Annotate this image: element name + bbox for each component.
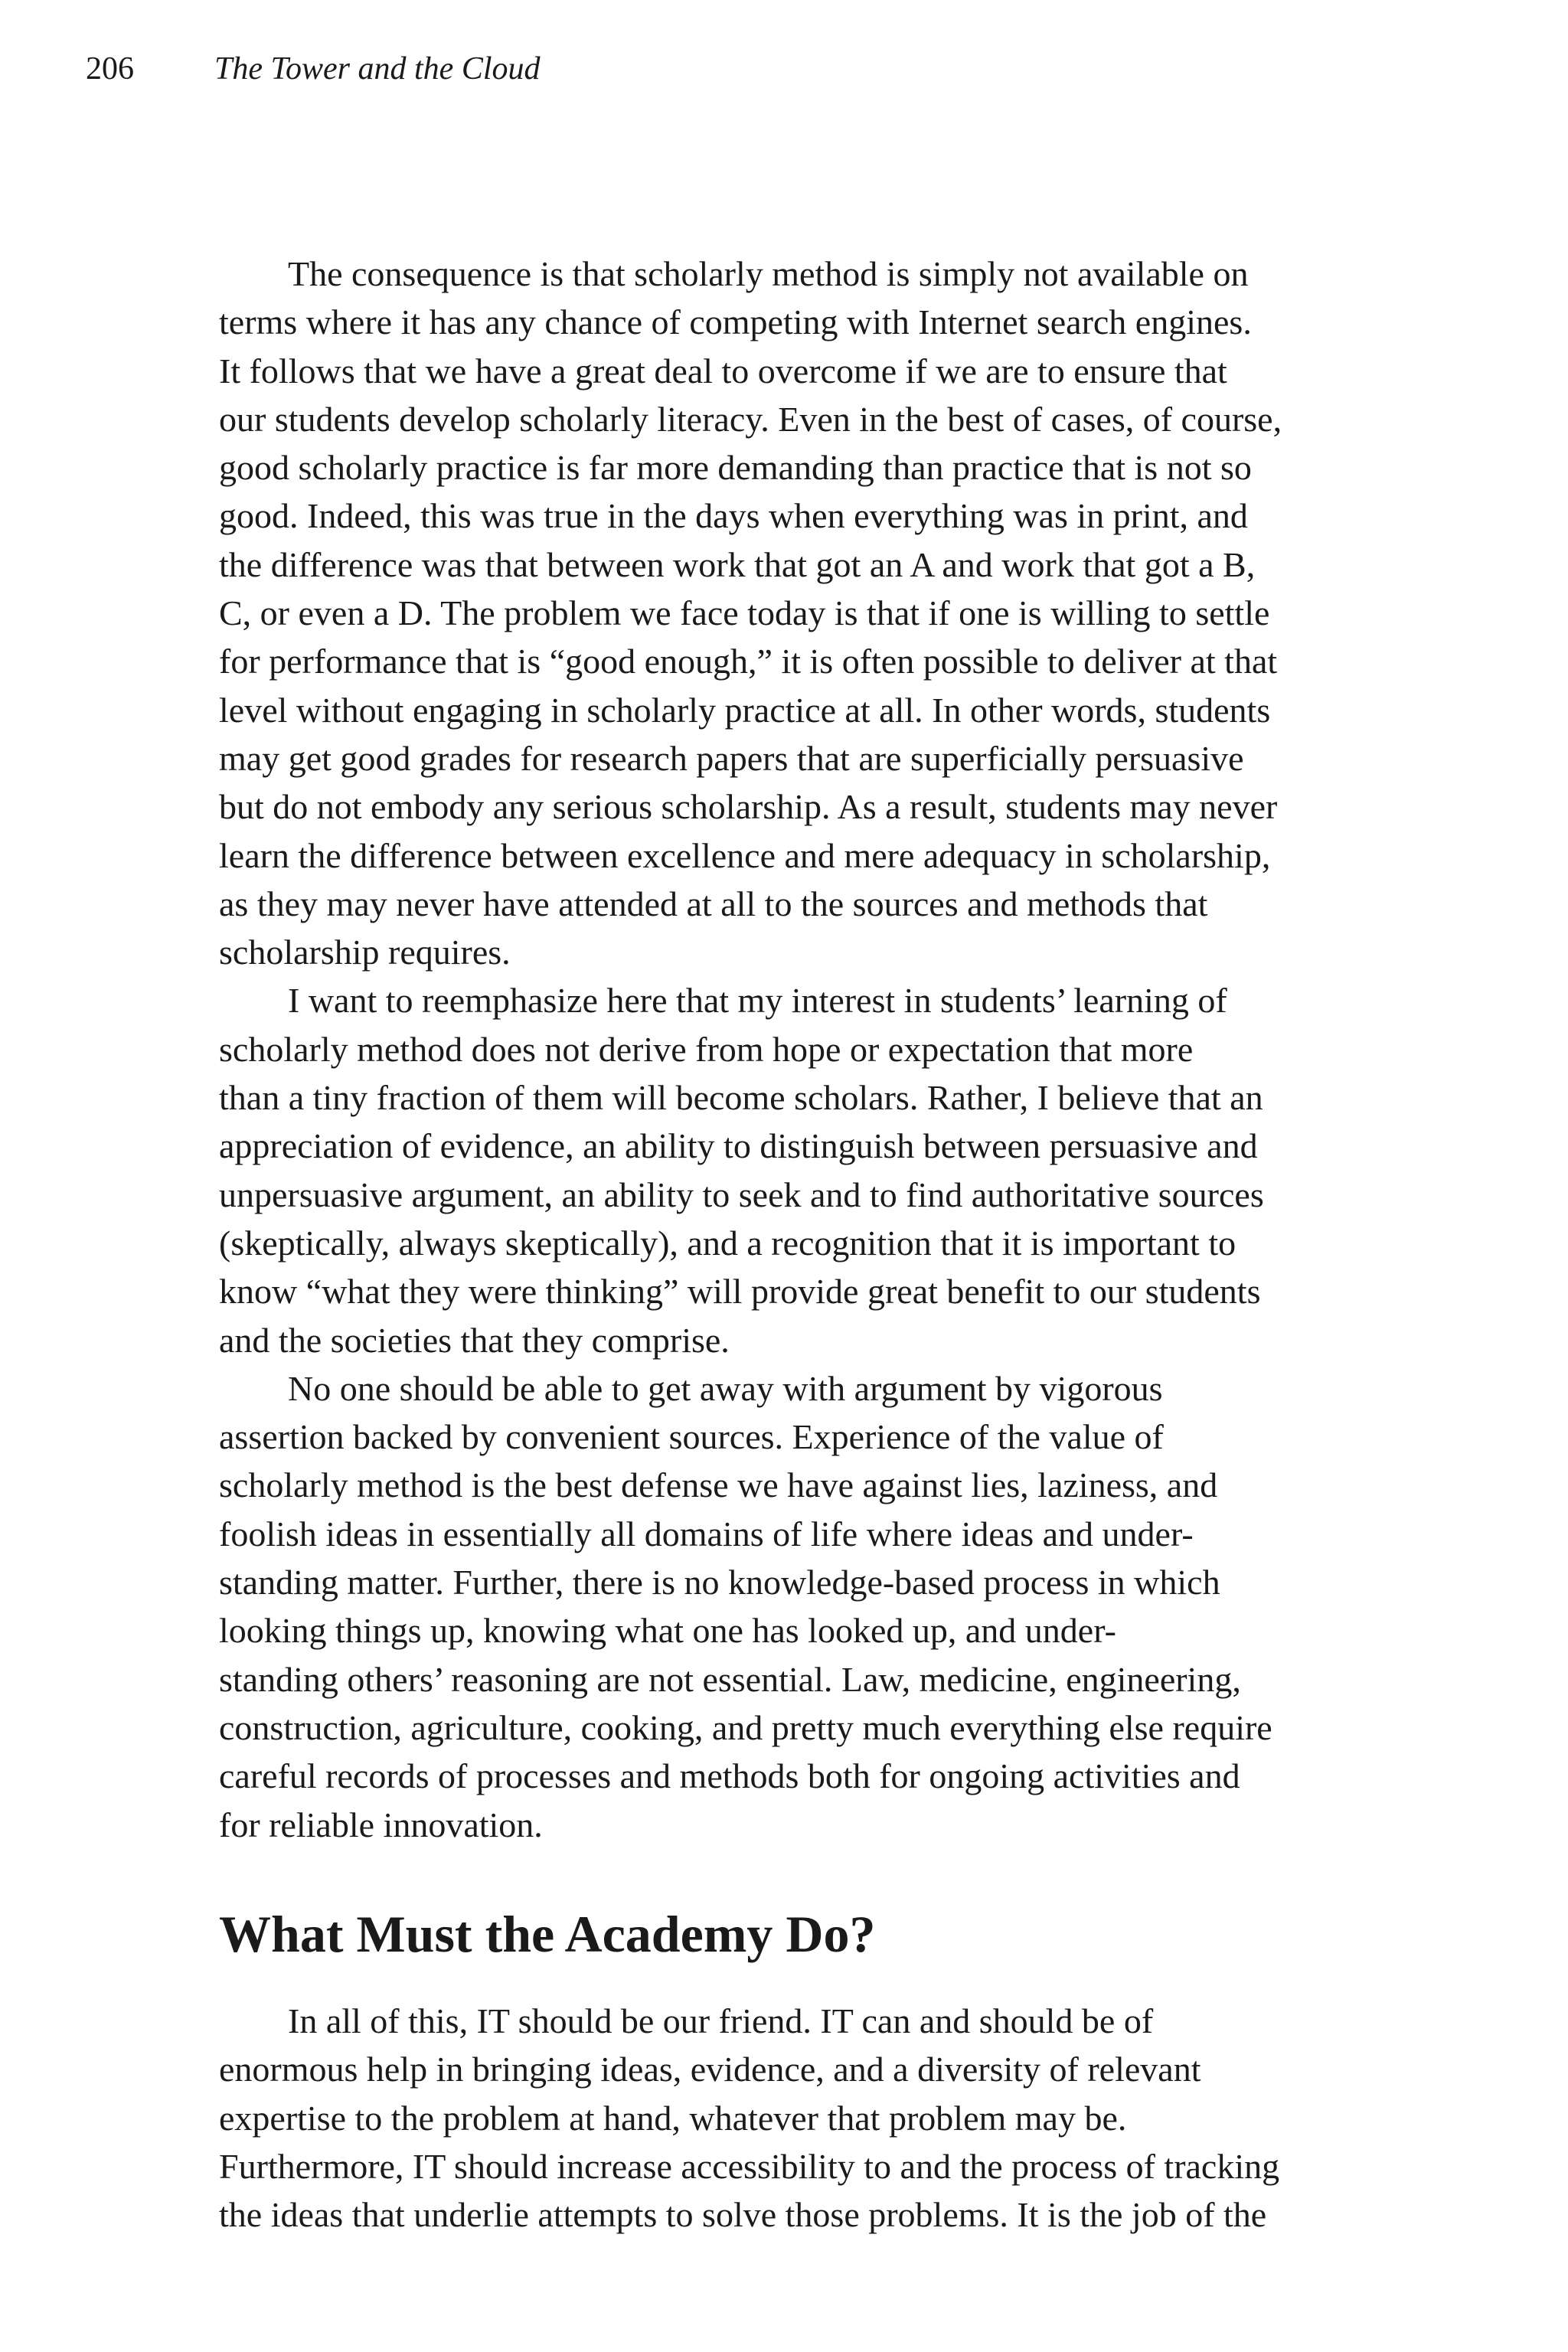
text-line: as they may never have attended at all to the sources and methods that: [219, 884, 1208, 923]
text-line: for reliable innovation.: [219, 1805, 543, 1844]
text-line: foolish ideas in essentially all domains of life where ideas and under-: [219, 1514, 1194, 1553]
text-line: C, or even a D. The problem we face today is that if one is willing to settle: [219, 593, 1270, 633]
text-line: standing matter. Further, there is no knowledge-based process in which: [219, 1563, 1220, 1602]
text-line: scholarship requires.: [219, 933, 511, 972]
text-line: learn the difference between excellence and mere adequacy in scholarship,: [219, 835, 1271, 875]
text-line: assertion backed by convenient sources. Experience of the value of: [219, 1417, 1164, 1457]
text-line: I want to reemphasize here that my interest in students’ learning of: [288, 981, 1227, 1021]
paragraph-4: [219, 1997, 1349, 2239]
body-text: [219, 250, 1349, 1849]
paragraph-2: [219, 976, 1349, 1364]
text-line: may get good grades for research papers that are superficially persuasive: [219, 738, 1244, 778]
paragraph-3: [219, 1364, 1349, 1849]
text-line: good. Indeed, this was true in the days when everything was in print, and: [219, 496, 1248, 536]
text-line: enormous help in bringing ideas, evidence, and a diversity of relevant: [219, 2050, 1201, 2089]
text-line: scholarly method is the best defense we have against lies, laziness, and: [219, 1465, 1218, 1505]
text-line: than a tiny fraction of them will become scholars. Rather, I believe that an: [219, 1078, 1263, 1118]
text-line: appreciation of evidence, an ability to distinguish between persuasive and: [219, 1126, 1258, 1166]
text-line: scholarly method does not derive from hope or expectation that more: [219, 1029, 1194, 1069]
text-line: our students develop scholarly literacy. Even in the best of cases, of course,: [219, 399, 1282, 439]
text-line: unpersuasive argument, an ability to seek and to find authoritative sources: [219, 1174, 1264, 1214]
section-body-text: [219, 1997, 1349, 2239]
text-line: level without engaging in scholarly practice at all. In other words, students: [219, 690, 1271, 730]
text-line: careful records of processes and methods both for ongoing activities and: [219, 1756, 1240, 1796]
text-line: The consequence is that scholarly method is simply not available on: [288, 254, 1249, 293]
text-line: looking things up, knowing what one has looked up, and under-: [219, 1611, 1116, 1651]
text-line: No one should be able to get away with argument by vigorous: [288, 1368, 1163, 1408]
text-line: (skeptically, always skeptically), and a recognition that it is important to: [219, 1223, 1236, 1263]
text-line: but do not embody any serious scholarship. As a result, students may never: [219, 787, 1278, 827]
text-line: terms where it has any chance of competing with Internet search engines.: [219, 302, 1252, 342]
section-heading: What Must the Academy Do?: [219, 1905, 876, 1963]
text-line: standing others’ reasoning are not essential. Law, medicine, engineering,: [219, 1659, 1241, 1699]
paragraph-1: [219, 250, 1349, 976]
text-line: In all of this, IT should be our friend. IT can and should be of: [288, 2001, 1154, 2040]
text-line: Furthermore, IT should increase accessibility to and the process of tracking: [219, 2146, 1280, 2186]
text-line: the difference was that between work that got an A and work that got a B,: [219, 544, 1256, 584]
text-line: expertise to the problem at hand, whatever that problem may be.: [219, 2098, 1127, 2138]
text-line: construction, agriculture, cooking, and pretty much everything else require: [219, 1707, 1272, 1747]
text-line: good scholarly practice is far more demanding than practice that is not so: [219, 448, 1252, 488]
text-line: for performance that is “good enough,” it is often possible to deliver at that: [219, 642, 1278, 681]
text-line: the ideas that underlie attempts to solve those problems. It is the job of the: [219, 2195, 1267, 2235]
running-head: [86, 47, 541, 90]
text-line: know “what they were thinking” will provide great benefit to our students: [219, 1272, 1261, 1312]
text-line: and the societies that they comprise.: [219, 1320, 730, 1360]
text-line: It follows that we have a great deal to overcome if we are to ensure that: [219, 351, 1227, 390]
book-title: The Tower and the Cloud: [214, 51, 541, 87]
page-number: 206: [86, 51, 134, 87]
